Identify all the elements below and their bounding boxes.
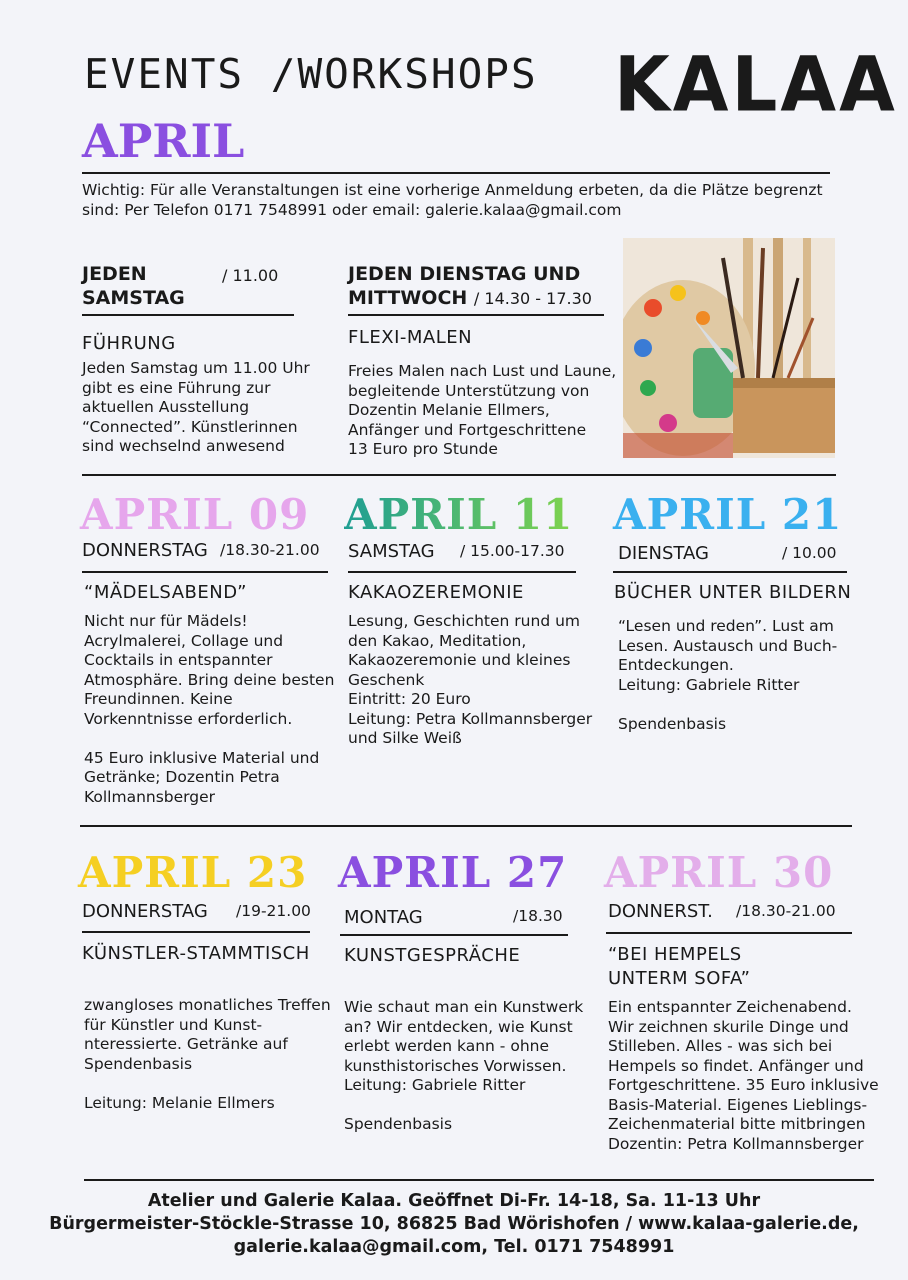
- divider: [80, 825, 852, 827]
- event-description: Wie schaut man ein Kunstwerk an? Wir entdecken, wie Kunst erlebt werden kann - ohne kunsthistorisches Vorwissen. Leitung: Gabriele Ritter Spendenbasis: [344, 998, 584, 1133]
- event-title: BÜCHER UNTER BILDERN: [614, 582, 852, 603]
- kalaa-logo: KALAA: [614, 39, 898, 129]
- page-title: EVENTS /WORKSHOPS: [84, 50, 538, 98]
- divider: [82, 172, 830, 174]
- slot-time-tuesday-wednesday: / 14.30 - 17.30: [473, 289, 592, 308]
- slot-label-saturday: JEDEN SAMSTAG: [82, 263, 185, 309]
- footer-line-address: Bürgermeister-Stöckle-Strasse 10, 86825 Bad Wörishofen / www.kalaa-galerie.de,: [49, 1214, 859, 1234]
- divider: [82, 474, 836, 476]
- event-title-flexi-malen: FLEXI-MALEN: [348, 327, 473, 348]
- event-title-fuehrung: FÜHRUNG: [82, 333, 176, 354]
- event-description: “Lesen und reden”. Lust am Lesen. Austausch und Buch- Entdeckungen. Leitung: Gabriele Ritter Spendenbasis: [618, 617, 838, 733]
- event-date-april-27: APRIL 27: [338, 848, 568, 897]
- divider: [82, 314, 294, 316]
- slot-time-saturday: / 11.00: [222, 266, 279, 285]
- event-description: zwangloses monatliches Treffen für Künstler und Kunst- nteressierte. Getränke auf Spendenbasis Leitung: Melanie Ellmers: [84, 996, 331, 1112]
- event-time: /18.30: [513, 907, 563, 925]
- event-time: /19-21.00: [236, 902, 311, 920]
- event-time: /18.30-21.00: [736, 902, 836, 920]
- event-day: DONNERSTAG: [82, 901, 208, 922]
- event-time: / 15.00-17.30: [460, 542, 565, 560]
- month-heading: APRIL: [82, 114, 245, 168]
- event-title: KUNSTGESPRÄCHE: [344, 945, 521, 966]
- event-description-flexi-malen: Freies Malen nach Lust und Laune, begleitende Unterstützung von Dozentin Melanie Ellmers, Anfänger und Fortgeschrittene 13 Euro pro Stunde: [348, 362, 617, 458]
- event-date-april-23: APRIL 23: [78, 848, 308, 897]
- event-description-fuehrung: Jeden Samstag um 11.00 Uhr gibt es eine Führung zur aktuellen Ausstellung “Connected”. Künstlerinnen sind wechselnd anwesend: [82, 359, 310, 455]
- event-day: SAMSTAG: [348, 541, 435, 562]
- event-title: “BEI HEMPELS UNTERM SOFA”: [608, 944, 751, 989]
- divider: [613, 571, 847, 573]
- event-day: DONNERSTAG: [82, 540, 208, 561]
- event-date-april-11: APRIL 11: [344, 490, 574, 539]
- event-description: Nicht nur für Mädels! Acrylmalerei, Collage und Cocktails in entspannter Atmosphäre. Bring deine besten Freundinnen. Keine Vorkenntnisse erforderlich. 45 Euro inklusive Material und Getränke; Dozentin Petra Kollmannsberger: [84, 612, 335, 806]
- slot-label-line2: MITTWOCH: [348, 287, 468, 309]
- divider: [348, 314, 604, 316]
- event-time: /18.30-21.00: [220, 541, 320, 559]
- footer-line-email-phone: galerie.kalaa@gmail.com, Tel. 0171 7548991: [233, 1237, 675, 1257]
- divider: [348, 571, 576, 573]
- event-date-april-09: APRIL 09: [80, 490, 310, 539]
- divider: [340, 934, 568, 936]
- divider: [82, 571, 328, 573]
- event-description: Ein entspannter Zeichenabend. Wir zeichnen skurile Dinge und Stilleben. Alles - was sich bei Hempels so findet. Anfänger und Fortgeschrittene. 35 Euro inklusive Basis-Material. Eigenes Lieblings- Zeichenmaterial bitte mitbringen Dozentin: Petra Kollmannsberger: [608, 998, 879, 1153]
- event-day: DONNERST.: [608, 901, 713, 922]
- divider: [82, 931, 310, 933]
- divider: [84, 1179, 874, 1181]
- event-time: / 10.00: [782, 544, 837, 562]
- event-title: KAKAOZEREMONIE: [348, 582, 524, 603]
- event-day: DIENSTAG: [618, 543, 709, 564]
- slot-label-tuesday-wednesday: [348, 262, 592, 311]
- paint-palette-photo: [623, 238, 835, 458]
- event-description: Lesung, Geschichten rund um den Kakao, Meditation, Kakaozeremonie und kleines Geschenk Eintritt: 20 Euro Leitung: Petra Kollmannsberger und Silke Weiß: [348, 612, 593, 747]
- registration-notice: Wichtig: Für alle Veranstaltungen ist eine vorherige Anmeldung erbeten, da die Plätze begrenzt sind: Per Telefon 0171 7548991 oder email: galerie.kalaa@gmail.com: [82, 181, 823, 219]
- divider: [606, 932, 852, 934]
- event-title: “MÄDELSABEND”: [84, 582, 247, 603]
- event-title: KÜNSTLER-STAMMTISCH: [82, 943, 310, 964]
- slot-label-line1: JEDEN DIENSTAG UND: [348, 263, 581, 285]
- event-day: MONTAG: [344, 907, 423, 928]
- event-date-april-30: APRIL 30: [604, 848, 834, 897]
- footer-contact: [0, 1190, 908, 1259]
- event-date-april-21: APRIL 21: [613, 490, 843, 539]
- footer-line-hours: Atelier und Galerie Kalaa. Geöffnet Di-Fr. 14-18, Sa. 11-13 Uhr: [147, 1191, 761, 1211]
